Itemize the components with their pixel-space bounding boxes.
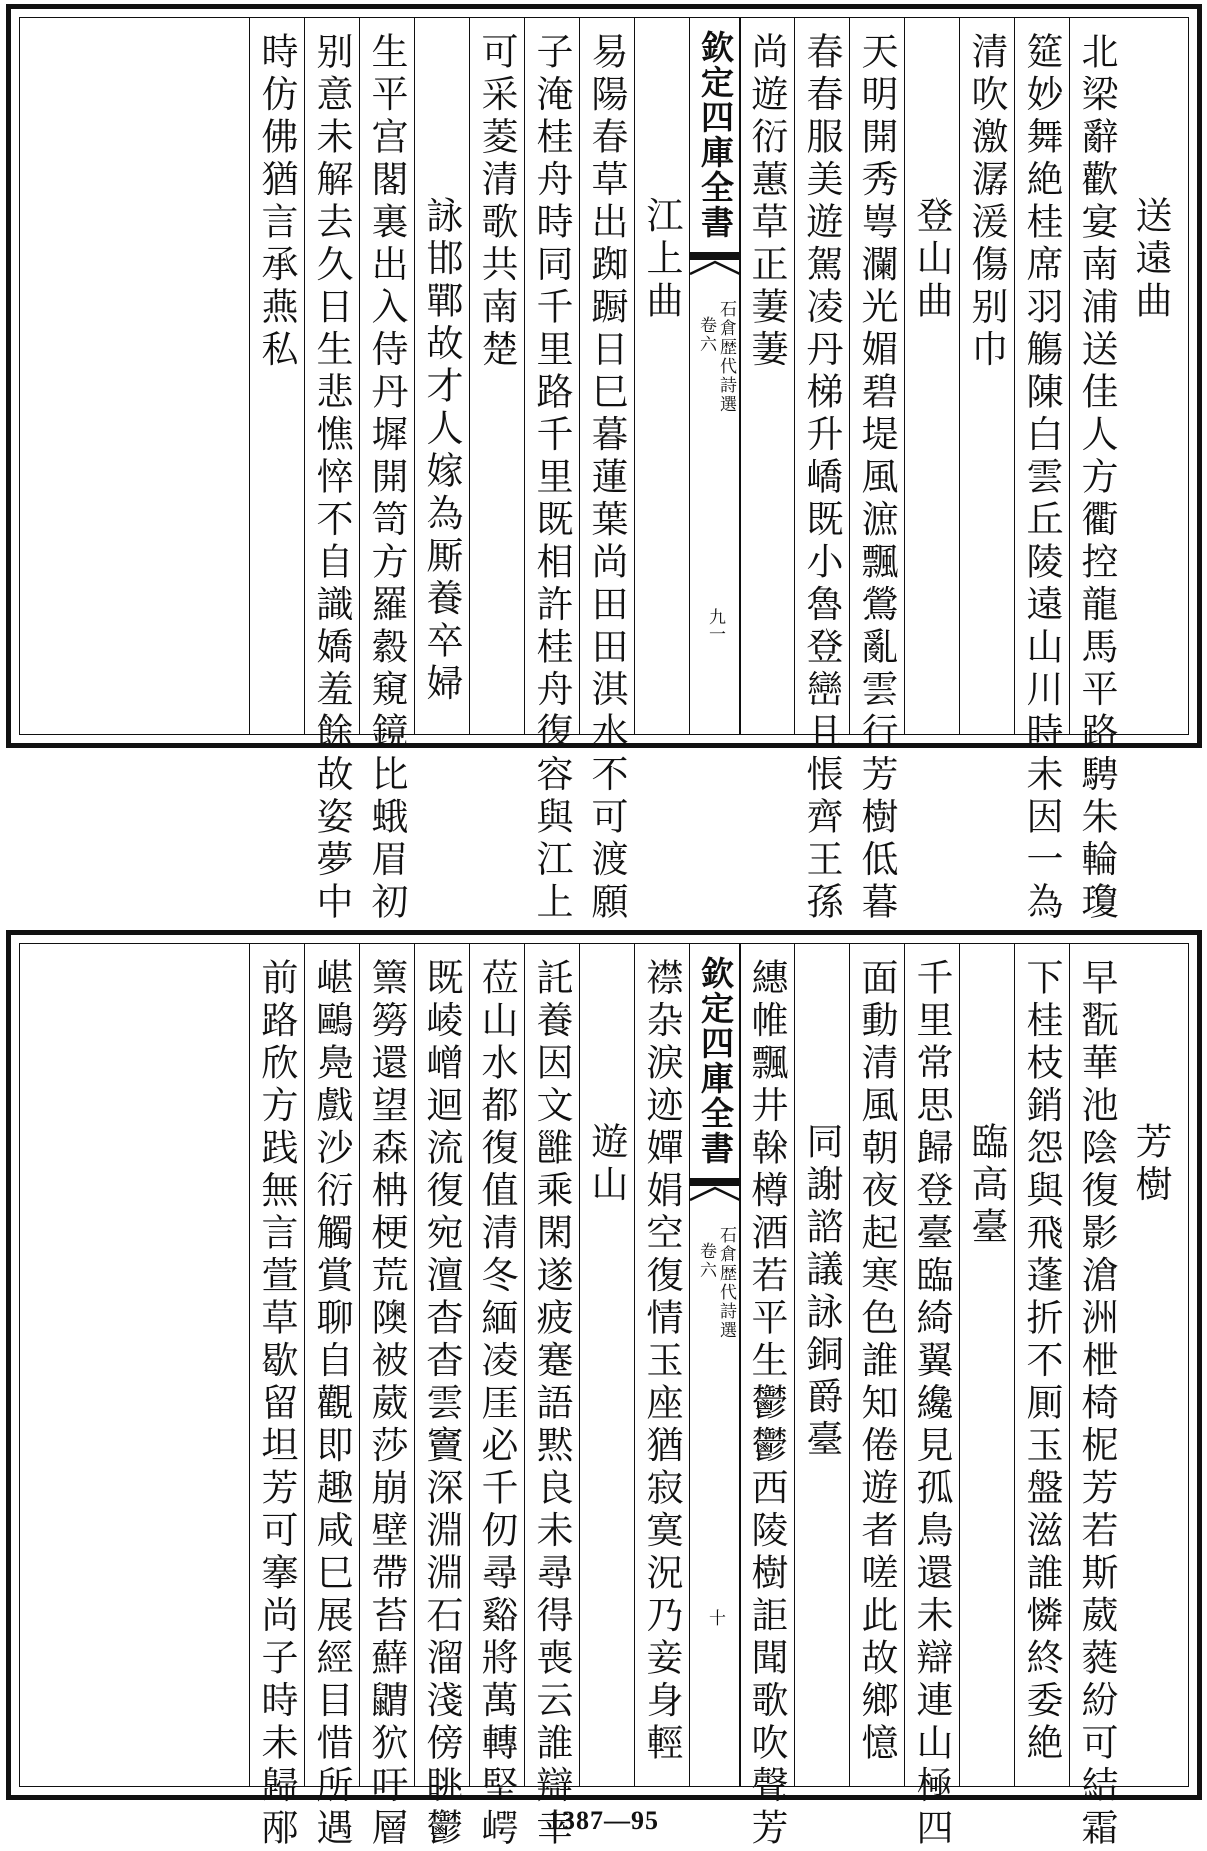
text-column: 早翫華池陰復影滄洲枻椅柅芳若斯葳蕤紛可結霜 [1069, 944, 1123, 1786]
text-column: 天明開秀㟧瀾光媚碧堤風㵂飄鶯亂雲行芳樹低暮 [849, 18, 903, 734]
center-fold [689, 944, 741, 1786]
text-column: 襟杂淚迹嬋娟空復情玉座猶寂寞況乃妾身輕 [634, 944, 688, 1786]
text-column: 嵁鷗鳧戲沙衍觸賞聊自觀即趣咸巳展經目惜所遇 [304, 944, 358, 1786]
folio-number: 十 [705, 1609, 725, 1626]
text-column: 可采菱清歌共南楚 [469, 18, 523, 734]
text-column: 前路欣方践無言萱草歇留坦芳可搴尚子時未歸邴 [249, 944, 303, 1786]
text-column [959, 944, 1013, 1786]
text-column: 託養因文雝乘閑遂疲蹇語黙良未尋得喪云誰辯幸 [524, 944, 578, 1786]
center-fold [689, 18, 741, 734]
text-column [579, 944, 633, 1786]
anthology-title: 石倉歴代詩選 [716, 1226, 736, 1340]
poem-title: 同謝諮議詠銅爵臺 [800, 1122, 843, 1462]
poem-title: 詠邯鄲故才人嫁為厮養卒婦 [420, 196, 463, 706]
folio-number: 九一 [705, 608, 725, 642]
text-column: 時仿佛猶言承燕私 [249, 18, 303, 734]
text-column: 北梁辭歡宴南浦送佳人方衢控龍馬平路騁朱輪瓊 [1069, 18, 1123, 734]
top-page [6, 4, 1202, 925]
book-title: 欽定四庫全書 [696, 956, 735, 1166]
text-column [414, 18, 468, 734]
text-column: 生平宫閣裏出入侍丹墀開笥方羅縠窺鏡比蛾眉初 [359, 18, 413, 734]
volume-label: 卷六 [696, 1242, 716, 1280]
poem-title: 送遠曲 [1129, 196, 1172, 324]
text-column: 篻簩還望森柟梗荒隩被葳莎崩壁帶苔蘚䶇狖吁層 [359, 944, 413, 1786]
text-column: 易陽春草出踟蹰日巳暮蓮葉尚田田淇水不可渡願 [579, 18, 633, 734]
text-column: 下桂枝銷怨與飛蓬折不厠玉盤滋誰憐終委絶 [1014, 944, 1068, 1786]
book-title: 欽定四庫全書 [696, 30, 735, 240]
text-column: 清吹激潺湲傷别巾 [959, 18, 1013, 734]
page-number: 1387—95 [548, 1806, 659, 1835]
poem-title: 芳樹 [1129, 1122, 1172, 1207]
text-column: 千里常思歸登臺臨綺翼纔見孤鳥還未辯連山極四 [904, 944, 958, 1786]
poem-title: 遊山 [585, 1122, 628, 1207]
anthology-title: 石倉歴代詩選 [716, 300, 736, 414]
text-column: 尚遊衍蕙草正萋萋 [739, 18, 793, 734]
text-column [634, 18, 688, 734]
poem-title: 江上曲 [640, 196, 683, 324]
volume-label: 卷六 [696, 316, 716, 354]
top-page-frame [19, 17, 1189, 925]
poem-title: 臨高臺 [965, 1122, 1008, 1250]
text-column: 面動清風朝夜起寒色誰知倦遊者嗟此故鄉憶 [849, 944, 903, 1786]
text-column [1124, 18, 1177, 734]
fishtail-mark [690, 252, 740, 278]
text-column [1124, 944, 1177, 1786]
text-column: 繐帷飄井榦樽酒若平生鬱鬱西陵樹詎聞歌吹聲芳 [739, 944, 793, 1786]
text-column: 筵妙舞絶桂席羽觴陳白雲丘陵遠山川時未因一為 [1014, 18, 1068, 734]
text-column: 莅山水都復值清冬緬凌厓必千仞尋谿將萬轉堅崿 [469, 944, 523, 1786]
text-column [904, 18, 958, 734]
text-column: 既崚嶒迴流復宛澶杳杳雲竇深淵淵石溜淺傍眺鬱 [414, 944, 468, 1786]
text-column: 子淹桂舟時同千里路千里既相許桂舟復容與江上 [524, 18, 578, 734]
text-column: 别意未解去久日生悲憔悴不自識嬌羞餘故姿夢中 [304, 18, 358, 734]
fishtail-mark [690, 1178, 740, 1204]
text-column: 春春服美遊駕凌丹梯升嶠既小魯登巒且悵齊王孫 [794, 18, 848, 734]
poem-title: 登山曲 [910, 196, 953, 324]
text-column [794, 944, 848, 1786]
